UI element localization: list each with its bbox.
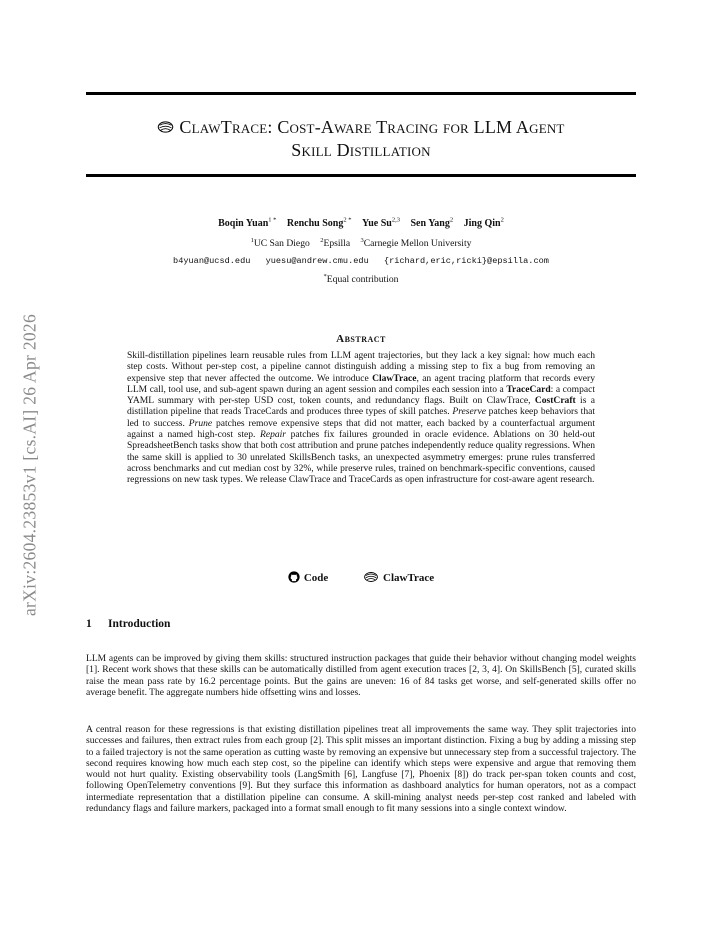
- title-top-rule: [86, 92, 636, 95]
- section-title: Introduction: [108, 618, 171, 630]
- claw-logo-icon: [157, 120, 174, 134]
- author: Boqin Yuan$^{1 *}$: [218, 217, 277, 230]
- section-heading-introduction: [86, 618, 170, 630]
- section-number: 1: [86, 618, 92, 630]
- paper-title: [86, 116, 636, 162]
- code-link-label: Code: [303, 572, 329, 584]
- affiliation: $^3$Carnegie Mellon University: [360, 237, 472, 250]
- affiliation-list: [86, 237, 636, 249]
- title-line-2: Skill Distillation: [291, 140, 431, 160]
- claw-logo-icon: [363, 571, 379, 583]
- intro-paragraph-2: A central reason for these regressions is that existing distillation pipelines treat all improvements the same way. They split trajectories into successes and failures, then extract rules from each group [2]. This split misses an important distinction. Fixing a bug by adding a missing step to a failed trajectory is not the same operation as cutting waste by removing an expensive but unnecessary step from a successful trajectory. The second requires knowing how much each step cost, so the pipeline can identify which steps were expensive and argue that removing them would not hurt quality. Existing observability tools (LangSmith [6], Langfuse [7], Phoenix [8]) do track per-span token counts and cost, following OpenTelemetry conventions [9]. But they surface this information as dashboard analytics for human operators, not as a compact intermediate representation that a distillation pipeline can consume. A skill-mining analyst needs per-step cost ranked and labeled with redundancy flags and failure markers, packaged into a format small enough to fit many sessions into a single context window.: [86, 724, 636, 815]
- affiliation: $^1$UC San Diego: [250, 237, 310, 250]
- clawtrace-link[interactable]: [363, 571, 434, 584]
- resource-links: [86, 571, 636, 584]
- title-line-1: [86, 116, 636, 139]
- code-link[interactable]: [288, 571, 328, 584]
- title-text-1: ClawTrace: Cost-Aware Tracing for LLM Agent: [179, 117, 565, 137]
- author: Yue Su$^{2,3}$: [361, 217, 400, 230]
- clawtrace-link-label: ClawTrace: [383, 572, 435, 584]
- author: Jing Qin$^2$: [463, 217, 504, 230]
- arxiv-identifier-stamp: [10, 262, 50, 668]
- email-address[interactable]: yuesu@andrew.cmu.edu: [265, 256, 369, 266]
- email-address[interactable]: b4yuan@ucsd.edu: [173, 256, 251, 266]
- email-list: [86, 256, 636, 266]
- author: Sen Yang$^2$: [410, 217, 454, 230]
- title-bottom-rule: [86, 174, 636, 177]
- email-address[interactable]: {richard,eric,ricki}@epsilla.com: [383, 256, 549, 266]
- arxiv-id-text: arXiv:2604.23853v1 [cs.AI] 26 Apr 2026: [19, 313, 40, 617]
- abstract-body: Skill-distillation pipelines learn reusable rules from LLM agent trajectories, but they lack a key signal: how much each step costs. Without per-step cost, a pipeline cannot distinguish adding a missing step to fix a bug from removing an expensive step that never affected the outcome. We introduce ClawTrace, an agent tracing platform that records every LLM call, tool use, and sub-agent spawn during an agent session and compiles each session into a TraceCard: a compact YAML summary with per-step USD cost, token counts, and redundancy flags. Built on ClawTrace, CostCraft is a distillation pipeline that reads TraceCards and produces three types of skill patches. Preserve patches keep behaviors that led to success. Prune patches remove expensive steps that did not matter, each backed by a counterfactual argument against a named high-cost step. Repair patches fix failures grounded in oracle evidence. Ablations on 30 held-out SpreadsheetBench tasks show that both cost attribution and prune patches independently reduce quality regressions. When the same skill is applied to 30 unrelated SkillsBench tasks, an unexpected asymmetry emerges: prune rules transferred across benchmarks and cut median cost by 32%, while preserve rules, trained on benchmark-specific conventions, caused regressions on new task types. We release ClawTrace and TraceCards as open infrastructure for cost-aware agent research.: [127, 350, 595, 486]
- github-icon: [288, 571, 300, 583]
- equal-contribution-note: *Equal contribution: [323, 273, 399, 286]
- intro-paragraph-1: LLM agents can be improved by giving them skills: structured instruction packages that guide their behavior without changing model weights [1]. Recent work shows that these skills can be automatically distilled from agent execution traces [2, 3, 4]. On SkillsBench [5], curated skills raise the mean pass rate by 16.2 percentage points. But the gains are uneven: 16 of 84 tasks get worse, and self-generated skills offer no average benefit. The aggregate numbers hide offsetting wins and losses.: [86, 653, 636, 698]
- author-list: [86, 217, 636, 229]
- author: Renchu Song$^{2 *}$: [286, 217, 352, 230]
- abstract-heading: Abstract: [336, 333, 386, 345]
- affiliation: $^2$Epsilla: [320, 237, 351, 250]
